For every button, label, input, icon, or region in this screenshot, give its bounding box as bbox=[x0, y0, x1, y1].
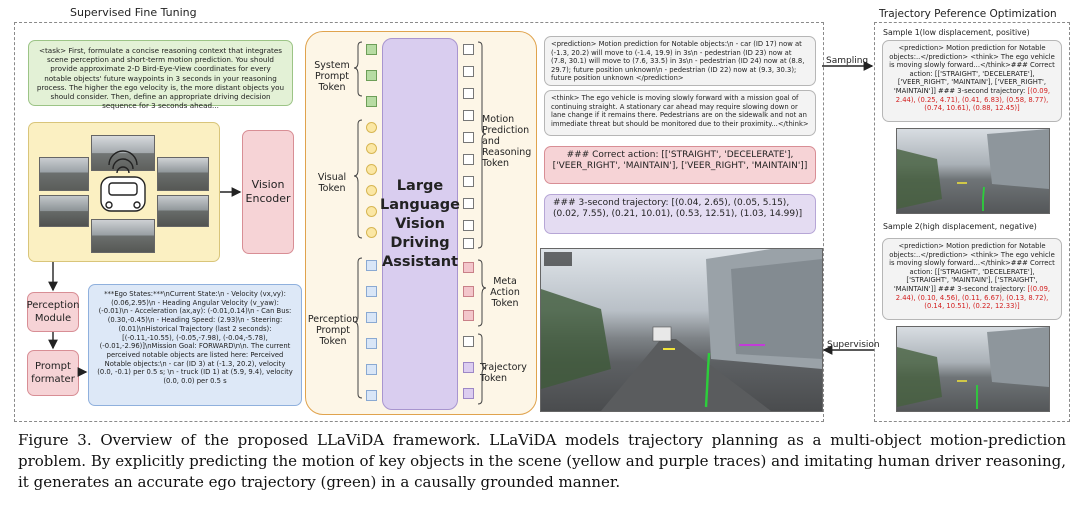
llm-block bbox=[379, 38, 461, 410]
perception-token bbox=[366, 286, 377, 297]
motion-output-token bbox=[463, 88, 474, 99]
visual-token bbox=[366, 143, 377, 154]
system-token bbox=[366, 96, 377, 107]
visual-token bbox=[366, 164, 377, 175]
think-output: <think> The ego vehicle is moving slowly forward with a mission goal of continuing straight. A stationary car ahead may require slowing down or lane change if it remains there. Pedestrians are on the sidewalk and not an immediate threat but should be monitored due to their proximity...</think> bbox=[544, 90, 816, 136]
camera-views-panel bbox=[28, 122, 220, 262]
perception-token bbox=[366, 390, 377, 401]
motion-output-token bbox=[463, 132, 474, 143]
visual-token bbox=[366, 227, 377, 238]
trajectory-output-token bbox=[463, 388, 474, 399]
correct-action-output: ### Correct action: [['STRAIGHT', 'DECELERATE'], ['VEER_RIGHT', 'MAINTAIN'], ['VEER_RIGHT', 'MAINTAIN']] bbox=[544, 146, 816, 184]
meta-action-output-token bbox=[463, 286, 474, 297]
trajectory-token-label: Trajectory Token bbox=[480, 362, 527, 384]
sample1-body: <prediction> Motion prediction for Notable objects:..</prediction> <think> The ego vehicle is moving slowly forward...</think>### Correct action: [['STRAIGHT', 'DECELERATE'], ['VEER_RIGHT', 'MAINTAIN'], ['VEER_RIGHT', 'MAINTAIN']] ### 3-second trajectory: bbox=[889, 44, 1055, 95]
motion-output-token bbox=[463, 110, 474, 121]
sample1-trajectory: [(0.09, 2.44), (0.25, 4.71), (0.41, 6.83), (0.58, 8.77), (0.74, 10.61), (0.88, 12.45)] bbox=[895, 86, 1051, 113]
prompt-formater-label: Prompt formater bbox=[31, 361, 75, 385]
sample1-overlay bbox=[897, 129, 1049, 213]
sample2-overlay bbox=[897, 327, 1049, 411]
meta-action-output-token bbox=[463, 262, 474, 273]
meta-action-token-label: Meta Action Token bbox=[490, 276, 520, 309]
perception-module-label: Perception Module bbox=[26, 300, 80, 324]
system-prompt-token-label: System Prompt Token bbox=[314, 60, 350, 93]
ego-car-icon bbox=[29, 123, 221, 263]
prompt-formater bbox=[27, 350, 79, 396]
motion-output-token bbox=[463, 176, 474, 187]
sample2-title: Sample 2(high displacement, negative) bbox=[883, 222, 1037, 231]
driving-scene-image bbox=[540, 248, 823, 412]
sample2-body: <prediction> Motion prediction for Notable objects:..</prediction> <think> The ego vehicle is moving slowly forward...</think>### Correct action: [['STRAIGHT', 'DECELERATE'], ['STRAIGHT', 'MAINTAIN'], ['STRAIGHT', 'MAINTAIN']] ### 3-second trajectory: bbox=[889, 242, 1055, 293]
sample1-scene-image bbox=[896, 128, 1050, 214]
sft-title: Supervised Fine Tuning bbox=[70, 6, 197, 19]
system-token bbox=[366, 44, 377, 55]
vision-encoder bbox=[242, 130, 294, 254]
motion-output-token bbox=[463, 154, 474, 165]
tpo-title: Trajectory Peference Optimization bbox=[879, 8, 1057, 20]
motion-output-token bbox=[463, 238, 474, 249]
system-token bbox=[366, 70, 377, 81]
perception-prompt-token-label: Perception Prompt Token bbox=[307, 314, 359, 347]
llm-label: Large Language Vision Driving Assistant bbox=[379, 177, 461, 270]
sample2-text bbox=[882, 238, 1062, 320]
perception-token bbox=[366, 338, 377, 349]
perception-token bbox=[366, 312, 377, 323]
task-prompt: <task> First, formulate a concise reasoning context that integrates scene perception and short-term motion prediction. You should provide approximate 2-D Bird-Eye-View coordinates for every notable objects' future waypoints in 3 seconds in your reasoning process. The higher the ego velocity is, the more distant objects you should consider. Then, define an appropriate driving decision sequence for 3 seconds ahead... bbox=[28, 40, 293, 106]
sample2-trajectory: [(0.09, 2.44), (0.10, 4.56), (0.11, 6.67), (0.13, 8.72), (0.14, 10.51), (0.22, 12.33)] bbox=[895, 284, 1051, 311]
perception-token bbox=[366, 260, 377, 271]
visual-token bbox=[366, 206, 377, 217]
motion-output-token bbox=[463, 44, 474, 55]
motion-token-label: Motion Prediction and Reasoning Token bbox=[482, 114, 532, 169]
sample2-scene-image bbox=[896, 326, 1050, 412]
motion-output-token bbox=[463, 220, 474, 231]
supervision-label: Supervision bbox=[827, 340, 880, 350]
vision-encoder-label: Vision Encoder bbox=[245, 178, 291, 205]
visual-token-label: Visual Token bbox=[317, 172, 347, 194]
prediction-output: <prediction> Motion prediction for Notable objects:\n - car (ID 17) now at (-1.3, 20.2) will move to (-1.4, 19.9) in 3s\n - pedestrian (ID 23) now at (7.8, 30.1) will move to (7.6, 33.5) in 3s\n - pedestrian (ID 24) now at (8.8, 29.7); future position unknown\n - pedestrian (ID 22) now at (9.3, 30.3); future position unknown </prediction> bbox=[544, 36, 816, 86]
sampling-label: Sampling bbox=[826, 56, 869, 66]
sample1-text bbox=[882, 40, 1062, 122]
visual-token bbox=[366, 122, 377, 133]
ego-states-prompt: ***Ego States:***\nCurrent State:\n - Velocity (vx,vy): (0.06,2.95)\n - Heading Angular Velocity (v_yaw): (-0.01)\n - Acceleration (ax,ay): (-0.01,0.14)\n - Can Bus: (0.30,-0.45)\n - Heading Speed: (2.93)\n - Steering: (0.01)\nHistorical Trajectory (last 2 seconds): [(-0.11,-10.55), (-0.05,-7.98), (-0.04,-5.78), (-0.01,-2.96)]\nMission Goal: FORWARD\n\n. The current perceived notable objects are listed here: Perceived Notable objects:\n - car (ID 3) at (-1.3, 20.2), velocity (0.0, -0.1) per 0.5 s; \n - truck (ID 1) at (5.9, 9.4), velocity (0.0, 0.0) per 0.5 s bbox=[88, 284, 302, 406]
scene-overlay bbox=[541, 249, 822, 411]
motion-output-token bbox=[463, 198, 474, 209]
trajectory-output-token bbox=[463, 336, 474, 347]
perception-token bbox=[366, 364, 377, 375]
sample1-title: Sample 1(low displacement, positive) bbox=[883, 28, 1030, 37]
trajectory-output: ### 3-second trajectory: [(0.04, 2.65), (0.05, 5.15), (0.02, 7.55), (0.21, 10.01), (0.53, 12.51), (1.03, 14.99)] bbox=[544, 194, 816, 234]
motion-output-token bbox=[463, 66, 474, 77]
trajectory-output-token bbox=[463, 362, 474, 373]
meta-action-output-token bbox=[463, 310, 474, 321]
perception-module bbox=[27, 292, 79, 332]
visual-token bbox=[366, 185, 377, 196]
figure-caption: Figure 3. Overview of the proposed LLaViDA framework. LLaViDA models trajectory planning as a multi-object motion-prediction problem. By explicitly predicting the motion of key objects in the scene (yellow and purple traces) and imitating human driver reasoning, it generates an accurate ego trajectory (green) in a causally grounded manner. bbox=[18, 431, 1066, 491]
